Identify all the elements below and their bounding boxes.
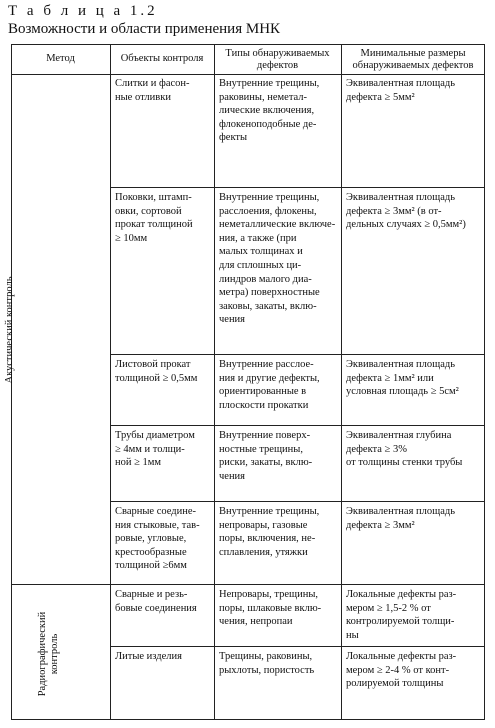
grid-line (341, 44, 342, 720)
grid-line (11, 74, 485, 75)
grid-line (110, 425, 485, 426)
header-min-sizes: Минимальные размеры обнаруживаемых дефектов (352, 48, 474, 71)
row-forgings-defects: Внутренние трещины, расслоения, флокены, неметаллические включе- ния, а также (при малых толщинах и для сплошных ци- линдров малого диа- метра) поверхностные заковы, закаты, вклю- чения (219, 192, 336, 326)
grid-line (110, 501, 485, 502)
row-pipes-defects: Внутренние поверх- ностные трещины, риски, закаты, вклю- чения (219, 430, 313, 482)
row-welded-threaded-defects: Непровары, трещины, поры, шлаковые вклю- чения, непропаи (219, 589, 322, 628)
row-forgings-object: Поковки, штамп- овки, сортовой прокат толщиной ≥ 10мм (115, 192, 193, 244)
row-pipes-object: Трубы диаметром ≥ 4мм и толщи- ной ≥ 1мм (115, 430, 195, 469)
group-radiographic: Радиографический контроль (37, 611, 60, 697)
table-title: Возможности и области применения МНК (8, 21, 281, 37)
row-sheet-defects: Внутренние расслое- ния и другие дефекты, ориентированные в плоскости прокатки (219, 359, 320, 411)
row-ingots-object: Слитки и фасон- ные отливки (115, 78, 190, 103)
group-acoustic: Акустический контроль (4, 276, 15, 384)
grid-line (110, 354, 485, 355)
row-sheet-min-size: Эквивалентная площадь дефекта ≥ 1мм² или условная площадь ≥ 5см² (346, 359, 459, 398)
row-welds-min-size: Эквивалентная площадь дефекта ≥ 3мм² (346, 506, 456, 531)
row-welds-object: Сварные соедине- ния стыковые, тав- ровые, угловые, крестообразные толщиной ≥6мм (115, 506, 200, 572)
row-pipes-min-size: Эквивалентная глубина дефекта ≥ 3% от толщины стенки трубы (346, 430, 463, 469)
grid-line (214, 44, 215, 720)
row-welded-threaded-object: Сварные и резь- бовые соединения (115, 589, 197, 614)
row-castings-defects: Трещины, раковины, рыхлоты, пористость (219, 651, 315, 676)
row-welds-defects: Внутренние трещины, непровары, газовые поры, включения, не- сплавления, утяжки (219, 506, 320, 558)
table-number: Т а б л и ц а 1.2 (8, 3, 158, 19)
row-castings-min-size: Локальные дефекты раз- мером ≥ 2-4 % от конт- ролируемой толщины (346, 651, 457, 690)
header-defects: Типы обнаруживаемых дефектов (225, 48, 330, 71)
grid-line (110, 187, 485, 188)
grid-line (110, 44, 111, 720)
row-ingots-min-size: Эквивалентная площадь дефекта ≥ 5мм² (346, 78, 456, 103)
header-objects: Объекты контроля (120, 53, 204, 64)
grid-line (110, 646, 485, 647)
row-sheet-object: Листовой прокат толщиной ≥ 0,5мм (115, 359, 198, 384)
header-method: Метод (46, 53, 75, 64)
row-forgings-min-size: Эквивалентная площадь дефекта ≥ 3мм² (в от- дельных случаях ≥ 0,5мм²) (346, 192, 466, 231)
row-welded-threaded-min-size: Локальные дефекты раз- мером ≥ 1,5-2 % от контролируемой толщи- ны (346, 589, 457, 641)
row-ingots-defects: Внутренние трещины, раковины, неметал- лические включения, флокеноподобные де- фекты (219, 78, 320, 144)
grid-line (11, 584, 485, 585)
row-castings-object: Литые изделия (115, 651, 182, 662)
